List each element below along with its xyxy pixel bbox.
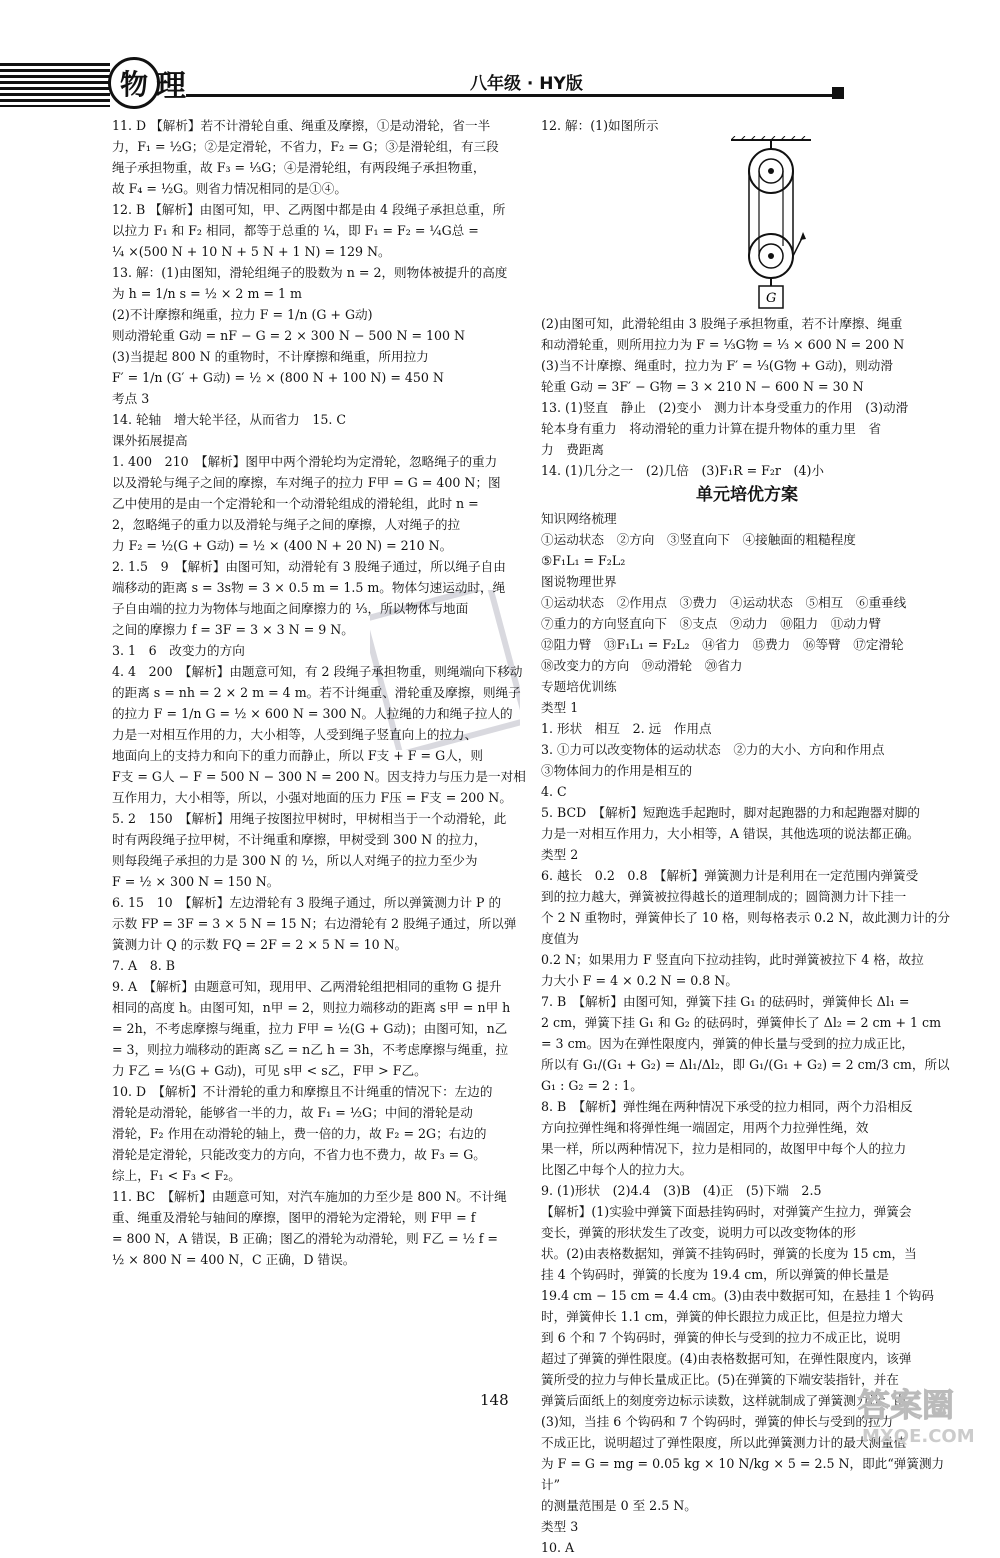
answer-line: 示数 FP = 3F = 3 × 5 N = 15 N；右边滑轮有 2 股绳子通过，所以弹 <box>112 916 517 931</box>
answer-line: 力，F₁ = ½G；②是定滑轮，不省力，F₂ = G；③是滑轮组，有三段 <box>112 139 499 154</box>
answer-line: = 2h，不考虑摩擦与绳重，拉力 F甲 = ½(G + G动)；由图可知，n乙 <box>112 1021 508 1036</box>
answer-line: (3)当提起 800 N 的重物时，不计摩擦和绳重，所用拉力 <box>112 349 429 364</box>
answer-line: = 3 cm。因为在弹性限度内，弹簧的伸长量与受到的拉力成正比， <box>541 1036 915 1051</box>
answer-line: 知识网络梳理 <box>541 511 617 526</box>
answer-line: 果一样，所以两种情况下，拉力是相同的，故图甲中每个人的拉力 <box>541 1141 907 1156</box>
answer-line: (2)不计摩擦和绳重，拉力 F = 1/n (G + G动) <box>112 307 373 322</box>
answer-line: 9. A 【解析】由题意可知，现用甲、乙两滑轮组把相同的重物 G 提升 <box>112 979 502 994</box>
answer-line: 则动滑轮重 G动 = nF − G = 2 × 300 N − 500 N = 100 N <box>112 328 466 343</box>
answer-line: 力是一对相互作用的力，大小相等，人受到绳子竖直向上的拉力、 <box>112 727 478 742</box>
answer-line: 2，忽略绳子的重力以及滑轮与绳子之间的摩擦，人对绳子的拉 <box>112 517 461 532</box>
section-title: 单元培优方案 <box>696 485 798 505</box>
answer-line: 2 cm，弹簧下挂 G₁ 和 G₂ 的砝码时，弹簧伸长了 Δl₂ = 2 cm + 1 cm <box>541 1015 942 1030</box>
answer-line: 综上，F₁ < F₃ < F₂。 <box>112 1168 241 1183</box>
answer-line: 滑轮是定滑轮，只能改变力的方向，不省力也不费力，故 F₃ = G。 <box>112 1147 486 1162</box>
answer-line: 5. BCD 【解析】短跑选手起跑时，脚对起跑器的力和起跑器对脚的 <box>541 805 920 820</box>
answer-line: 时，弹簧伸长 1.1 cm，弹簧的伸长跟拉力成正比，但是拉力增大 <box>541 1309 903 1324</box>
answer-line: 挂 4 个钩码时，弹簧的长度为 19.4 cm，所以弹簧的伸长量是 <box>541 1267 890 1282</box>
answer-line: 到 6 个和 7 个钩码时，弹簧的伸长与受到的拉力不成正比，说明 <box>541 1330 901 1345</box>
answer-line: 轮重 G动 = 3F′ − G物 = 3 × 210 N − 600 N = 30 N <box>541 379 864 394</box>
answer-line: 以拉力 F₁ 和 F₂ 相同，都等于总重的 ¼，即 F₁ = F₂ = ¼G总 = <box>112 223 479 238</box>
answer-line: 相同的高度 h。由图可知，n甲 = 2，则拉力端移动的距离 s甲 = n甲 h <box>112 1000 511 1015</box>
answer-line: 力 F乙 = ⅓(G + G动)，可见 s甲 < s乙，F甲 > F乙。 <box>112 1063 427 1078</box>
answer-line: 12. 解：(1)如图所示 <box>541 118 659 133</box>
answer-line: 14. 轮轴 增大轮半径，从而省力 15. C <box>112 412 347 427</box>
answer-line: 10. A <box>541 1540 575 1555</box>
answer-line: 力 费距离 <box>541 442 604 457</box>
answer-line: 13. 解：(1)由图知，滑轮组绳子的股数为 n = 2，则物体被提升的高度 <box>112 265 508 280</box>
answer-line: 3. ①力可以改变物体的运动状态 ②力的大小、方向和作用点 <box>541 742 885 757</box>
answer-line: ①运动状态 ②方向 ③竖直向下 ④接触面的粗糙程度 <box>541 532 856 547</box>
answer-line: 6. 15 10 【解析】左边滑轮有 3 股绳子通过，所以弹簧测力计 P 的 <box>112 895 502 910</box>
answer-line: ⑤F₁L₁ = F₂L₂ <box>541 553 626 568</box>
answer-line: ⑱改变力的方向 ⑲动滑轮 ⑳省力 <box>541 658 743 673</box>
answer-line: 类型 2 <box>541 847 579 862</box>
answer-line: 以及滑轮与绳子之间的摩擦，车对绳子的拉力 F甲 = G = 400 N；图 <box>112 475 501 490</box>
answer-line: 11. BC 【解析】由题意可知，对汽车施加的力至少是 800 N。不计绳 <box>112 1189 507 1204</box>
answer-line: 专题培优训练 <box>541 679 617 694</box>
header-stripes <box>0 63 110 107</box>
answer-line: 4. 4 200 【解析】由题意可知，有 2 段绳子承担物重，则绳端向下移动 <box>112 664 523 679</box>
answer-line: 之间的摩擦力 f = 3F = 3 × 3 N = 9 N。 <box>112 622 354 637</box>
answer-line: 1. 形状 相互 2. 远 作用点 <box>541 721 712 736</box>
answer-line: 则每段绳子承担的力是 300 N 的 ½，所以人对绳子的拉力至少为 <box>112 853 478 868</box>
answer-line: 6. 越长 0.2 0.8 【解析】弹簧测力计是利用在一定范围内弹簧受 <box>541 868 919 883</box>
answer-line: ③物体间力的作用是相互的 <box>541 763 693 778</box>
site-watermark <box>852 1378 982 1448</box>
answer-line: 11. D 【解析】若不计滑轮自重、绳重及摩擦，①是动滑轮，省一半 <box>112 118 491 133</box>
answer-line: 19.4 cm − 15 cm = 4.4 cm。(3)由表中数据可知，在悬挂 1 个钩码 <box>541 1288 934 1303</box>
answer-line: 7. A 8. B <box>112 958 175 973</box>
header-rule <box>186 94 836 97</box>
answer-line: 和动滑轮重，则所用拉力为 F = ⅓G物 = ⅓ × 600 N = 200 N <box>541 337 905 352</box>
watermark-url: MXQE.COM <box>862 1426 975 1447</box>
answer-line: 时有两段绳子拉甲树，不计绳重和摩擦，甲树受到 300 N 的拉力， <box>112 832 487 847</box>
subject-logo <box>108 57 160 109</box>
answer-line: 所以有 G₁/(G₁ + G₂) = Δl₁/Δl₂，即 G₁/(G₁ + G₂) = 2 cm/3 cm，所以 G₁ : G₂ = 2 : 1。 <box>541 1057 954 1093</box>
answer-line: 力是一对相互作用力，大小相等，A 错误，其他选项的说法都正确。 <box>541 826 920 841</box>
right-answers-a <box>541 313 953 481</box>
answer-line: = 800 N，A 错误，B 正确；图乙的滑轮为动滑轮，则 F乙 = ½ f = <box>112 1231 498 1246</box>
logo-char: 物 <box>119 68 148 101</box>
answer-line: 不成正比，说明超过了弹性限度，所以此弹簧测力计的最大测量值 <box>541 1435 907 1450</box>
answer-line: 轮本身有重力 将动滑轮的重力计算在提升物体的重力里 省 <box>541 421 882 436</box>
answer-line: 7. B 【解析】由图可知，弹簧下挂 G₁ 的砝码时，弹簧伸长 Δl₁ = <box>541 994 910 1009</box>
answer-line: 端移动的距离 s = 3s物 = 3 × 0.5 m = 1.5 m。物体匀速运动时，绳 <box>112 580 506 595</box>
answer-line: 0.2 N；如果用力 F 竖直向下拉动挂钩，此时弹簧被拉下 4 格，故拉 <box>541 952 924 967</box>
page-header <box>0 55 1000 115</box>
answer-line: 1. 400 210 【解析】图甲中两个滑轮均为定滑轮，忽略绳子的重力 <box>112 454 498 469</box>
answer-line: 乙中使用的是由一个定滑轮和一个动滑轮组成的滑轮组，此时 n = <box>112 496 479 511</box>
answer-line: 【解析】(1)实验中弹簧下面悬挂钩码时，对弹簧产生拉力，弹簧会 <box>541 1204 912 1219</box>
answer-line: 4. C <box>541 784 567 799</box>
answer-line: 子自由端的拉力为物体与地面之间摩擦力的 ⅓，所以物体与地面 <box>112 601 469 616</box>
answer-line: 方向拉弹性绳和将弹性绳一端固定，用两个力拉弹性绳，效 <box>541 1120 869 1135</box>
answer-line: F支 = G人 − F = 500 N − 300 N = 200 N。因支持力与压力是一对相 <box>112 769 526 784</box>
pulley-diagram <box>731 136 811 311</box>
watermark-text: 答案圈 <box>858 1386 955 1424</box>
answer-line: ½ × 800 N = 400 N，C 正确，D 错误。 <box>112 1252 356 1267</box>
answer-line: 故 F₄ = ½G。则省力情况相同的是①④。 <box>112 181 347 196</box>
left-column <box>112 115 530 1270</box>
answer-line: 类型 1 <box>541 700 579 715</box>
answer-line: ①运动状态 ②作用点 ③费力 ④运动状态 ⑤相互 ⑥重垂线 <box>541 595 907 610</box>
answer-line: ¼ ×(500 N + 10 N + 5 N + 1 N) = 129 N。 <box>112 244 391 259</box>
answer-line: 状。(2)由表格数据知，弹簧不挂钩码时，弹簧的长度为 15 cm，当 <box>541 1246 917 1261</box>
answer-line: 到的拉力越大，弹簧被拉得越长的道理制成的；圆筒测力计下挂一 <box>541 889 907 904</box>
answer-line: 变长，弹簧的形状发生了改变，说明力可以改变物体的形 <box>541 1225 856 1240</box>
answer-line: 12. B 【解析】由图可知，甲、乙两图中都是由 4 段绳子承担总重，所 <box>112 202 506 217</box>
answer-line: F′ = 1/n (G′ + G动) = ½ × (800 N + 100 N) = 450 N <box>112 370 444 385</box>
answer-line: 比图乙中每个人的拉力大。 <box>541 1162 693 1177</box>
answer-line: 地面向上的支持力和向下的重力而静止，所以 F支 + F = G人，则 <box>112 748 483 763</box>
answer-line: F = ½ × 300 N = 150 N。 <box>112 874 280 889</box>
answer-line: 重、绳重及滑轮与轴间的摩擦，图甲的滑轮为定滑轮，则 F甲 = f <box>112 1210 476 1225</box>
answer-line: 14. (1)几分之一 (2)几倍 (3)F₁R = F₂r (4)小 <box>541 463 824 478</box>
answer-line: (3)知，当挂 6 个钩码和 7 个钩码时，弹簧的伸长与受到的拉力 <box>541 1414 894 1429</box>
grade-label: 八年级 · HY版 <box>470 74 583 94</box>
answer-line: 3. 1 6 改变力的方向 <box>112 643 245 658</box>
answer-line: 9. (1)形状 (2)4.4 (3)B (4)正 (5)下端 2.5 <box>541 1183 822 1198</box>
answer-line: 考点 3 <box>112 391 150 406</box>
answer-line: 13. (1)竖直 静止 (2)变小 测力计本身受重力的作用 (3)动滑 <box>541 400 909 415</box>
answer-line: 滑轮是动滑轮，能够省一半的力，故 F₁ = ½G；中间的滑轮是动 <box>112 1105 473 1120</box>
header-square <box>832 87 844 99</box>
answer-line: 力大小 F = 4 × 0.2 N = 0.8 N。 <box>541 973 738 988</box>
answer-line: 互作用力，大小相等，所以，小强对地面的压力 F压 = F支 = 200 N。 <box>112 790 512 805</box>
answer-line: 为 F = G = mg = 0.05 kg × 10 N/kg × 5 = 2.5 N，即此“弹簧测力计” <box>541 1456 945 1492</box>
answer-line: (2)由图可知，此滑轮组由 3 股绳子承担物重，若不计摩擦、绳重 <box>541 316 903 331</box>
answer-line: 2. 1.5 9 【解析】由图可知，动滑轮有 3 股绳子通过，所以绳子自由 <box>112 559 506 574</box>
answer-line: 簧测力计 Q 的示数 FQ = 2F = 2 × 5 N = 10 N。 <box>112 937 408 952</box>
answer-line: 超过了弹簧的弹性限度。(4)由表格数据可知，在弹性限度内，该弹 <box>541 1351 912 1366</box>
answer-line: 的拉力 F = 1/n G = ½ × 600 N = 300 N。人拉绳的力和绳子拉人的 <box>112 706 513 721</box>
answer-line: (3)当不计摩擦、绳重时，拉力为 F′ = ⅓(G物 + G动)，则动滑 <box>541 358 893 373</box>
answer-line: = 3，则拉力端移动的距离 s乙 = n乙 h = 3h，不考虑摩擦与绳重，拉 <box>112 1042 509 1057</box>
answer-line: ⑦重力的方向竖直向下 ⑧支点 ⑨动力 ⑩阻力 ⑪动力臂 <box>541 616 882 631</box>
right-column <box>541 115 953 1558</box>
answer-line: 为 h = 1/n s = ½ × 2 m = 1 m <box>112 286 302 301</box>
answer-line: 力 F₂ = ½(G + G动) = ½ × (400 N + 20 N) = 210 N。 <box>112 538 453 553</box>
answer-line: 的距离 s = nh = 2 × 2 m = 4 m。若不计绳重、滑轮重及摩擦，则绳子 <box>112 685 521 700</box>
answer-line: 图说物理世界 <box>541 574 617 589</box>
answer-line: ⑫阻力臂 ⑬F₁L₁ = F₂L₂ ⑭省力 ⑮费力 ⑯等臂 ⑰定滑轮 <box>541 637 904 652</box>
answer-line: 5. 2 150 【解析】用绳子按图拉甲树时，甲树相当于一个动滑轮，此 <box>112 811 507 826</box>
answer-line: 类型 3 <box>541 1519 579 1534</box>
answer-line: 个 2 N 重物时，弹簧伸长了 10 格，则每格表示 0.2 N，故此测力计的分度值为 <box>541 910 950 946</box>
answer-line: 的测量范围是 0 至 2.5 N。 <box>541 1498 697 1513</box>
answer-line: 滑轮，F₂ 作用在动滑轮的轴上，费一倍的力，故 F₂ = 2G；右边的 <box>112 1126 487 1141</box>
answer-line: 课外拓展提高 <box>112 433 188 448</box>
subject-logo-second: 理 <box>156 69 186 104</box>
answer-line: 簧所受的拉力与伸长量成正比。(5)在弹簧的下端安装指针，并在 <box>541 1372 899 1387</box>
answer-line: 8. B 【解析】弹性绳在两种情况下承受的拉力相同，两个力沿相反 <box>541 1099 913 1114</box>
page-number: 148 <box>480 1391 509 1409</box>
answer-line: 弹簧后面纸上的刻度旁边标示读数，这样就制成了弹簧测力计；由 <box>541 1393 907 1408</box>
answer-line: 绳子承担物重，故 F₃ = ⅓G；④是滑轮组，有两段绳子承担物重， <box>112 160 486 175</box>
weight-label: G <box>766 291 777 306</box>
answer-line: 10. D 【解析】不计滑轮的重力和摩擦且不计绳重的情况下：左边的 <box>112 1084 493 1099</box>
